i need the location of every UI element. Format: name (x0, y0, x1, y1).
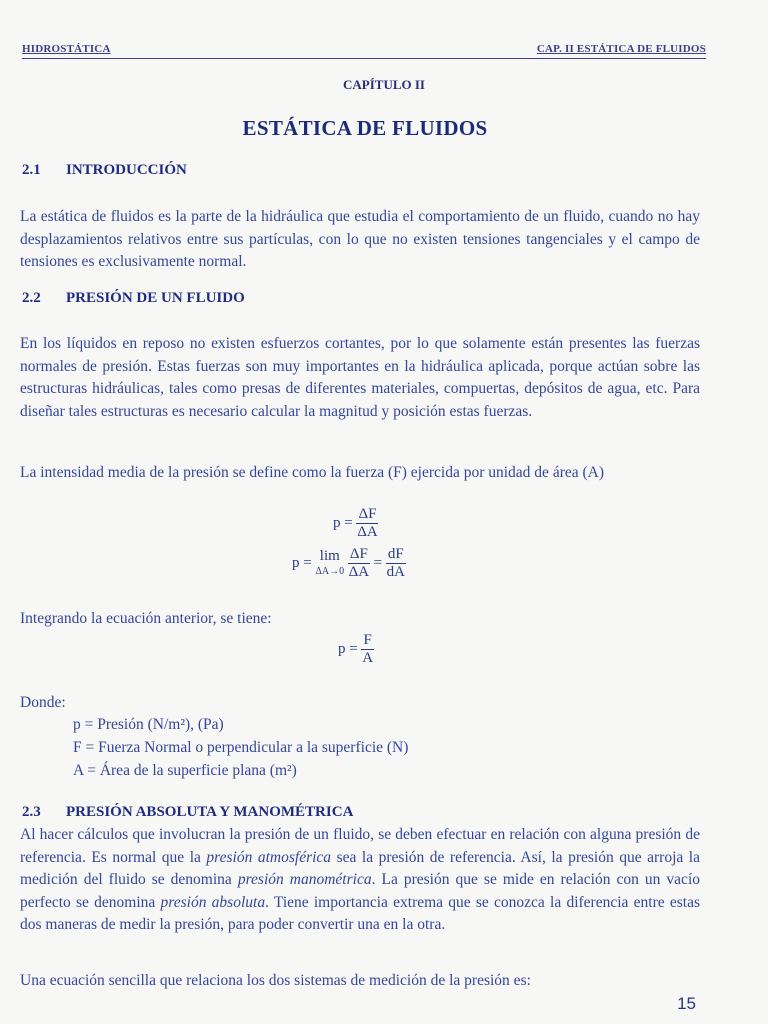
running-header-left: HIDROSTÁTICA (22, 43, 111, 55)
chapter-label: CAPÍTULO II (343, 77, 425, 92)
section-title: PRESIÓN ABSOLUTA Y MANOMÉTRICA (66, 804, 354, 820)
paragraph-ecuacion-sencilla: Una ecuación sencilla que relaciona los dos sistemas de medición de la presión es: (20, 972, 531, 989)
header-rule (22, 58, 706, 59)
page-number: 15 (677, 994, 696, 1013)
paragraph-intensidad-media: La intensidad media de la presión se define como la fuerza (F) ejercida por unidad de área (A) (20, 464, 605, 481)
definitions-list (73, 713, 408, 782)
donde-label: Donde: (20, 694, 66, 711)
chapter-title: ESTÁTICA DE FLUIDOS (242, 116, 488, 140)
section-number: 2.1 (22, 162, 41, 178)
definition-item: p = Presión (N/m²), (Pa) (73, 716, 224, 733)
equation-limit-pressure: p = lim ΔA→0 $\frac{\Delta F}{\Delta A}$ = $\frac{dF}{dA}$ (292, 546, 405, 580)
equation-pressure: p = $\frac{F}{A}$ (338, 632, 374, 666)
section-heading-presion-fluido (22, 290, 245, 307)
paragraph-esfuerzos: En los líquidos en reposo no existen esfuerzos cortantes, por lo que solamente están presentes las fuerzas normales de presión. Estas fuerzas son muy importantes en la hidráulica aplicada, porque actúan sobre las estructuras hidráulicas, tales como presas de diferentes materiales, compuertas, depósitos de agua, etc. Para diseñar tales estructuras es necesario calcular la magnitud y posición estas fuerzas. (20, 335, 700, 420)
section-title: PRESIÓN DE UN FLUIDO (66, 290, 245, 306)
paragraph-integrando: Integrando la ecuación anterior, se tiene: (20, 610, 272, 627)
running-header-right: CAP. II ESTÁTICA DE FLUIDOS (536, 43, 706, 55)
section-number: 2.3 (22, 804, 41, 820)
definition-item: F = Fuerza Normal o perpendicular a la superficie (N) (73, 739, 409, 756)
paragraph-presion-referencia: Al hacer cálculos que involucran la presión de un fluido, se deben efectuar en relación con alguna presión de referencia. Es normal que la presión atmosférica sea la presión de referencia. Así, la presión que arroja la medición del fluido se denomina presión manométrica. La presión que se mide en relación con un vacío perfecto se denomina presión absoluta. Tiene importancia extrema que se conozca la diferencia entre estas dos maneras de medir la presión, para poder convertir una en la otra. (20, 826, 700, 933)
equation-mean-pressure: p = $\frac{\Delta F}{\Delta A}$ (333, 506, 378, 540)
definition-item: A = Área de la superficie plana (m²) (73, 762, 297, 779)
section-number: 2.2 (22, 290, 41, 306)
section-heading-introduccion (22, 162, 187, 179)
section-heading-presion-absoluta (22, 804, 353, 821)
paragraph-introduccion: La estática de fluidos es la parte de la hidráulica que estudia el comportamiento de un fluido, cuando no hay desplazamientos relativos entre sus partículas, con lo que no existen tensiones tangenciales y el campo de tensiones es exclusivamente normal. (20, 208, 700, 270)
section-title: INTRODUCCIÓN (66, 162, 187, 178)
